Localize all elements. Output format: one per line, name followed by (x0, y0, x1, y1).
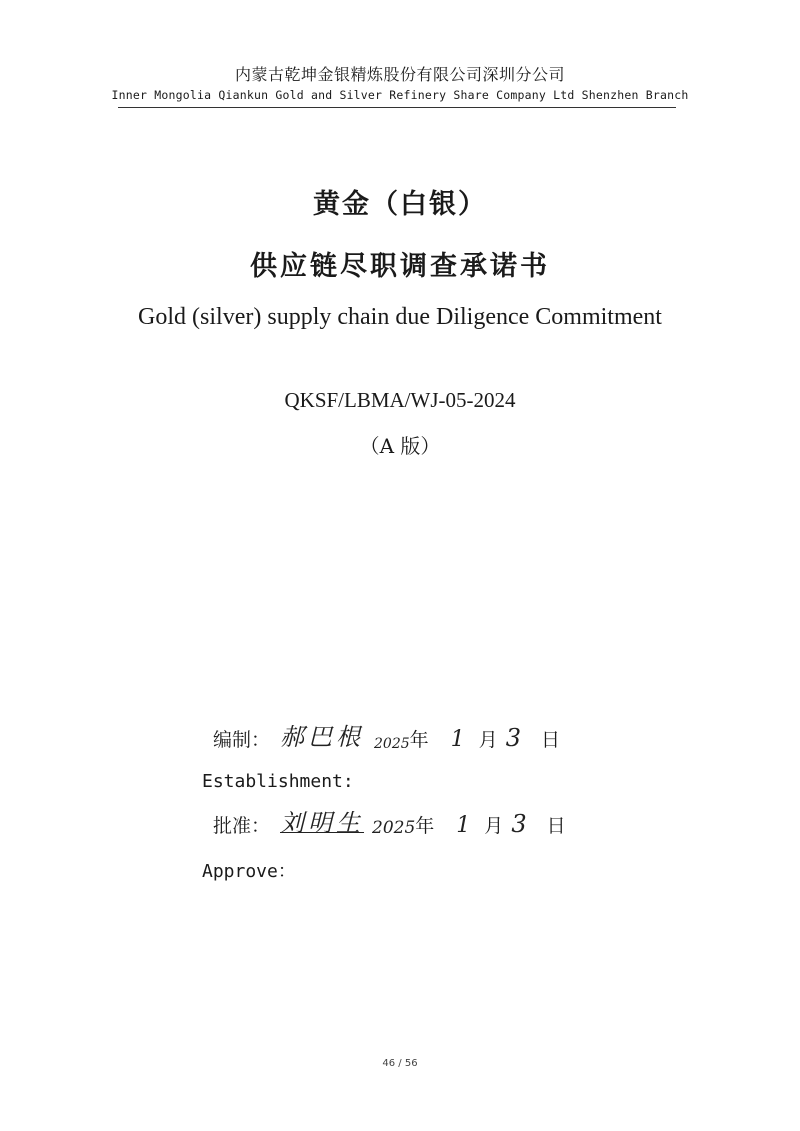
establishment-month: 1 (450, 727, 465, 752)
approval-month: 1 (456, 813, 471, 838)
approval-year-suffix: 年 (415, 815, 435, 837)
title-english: Gold (silver) supply chain due Diligence Commitment (138, 304, 662, 330)
document-version: （A 版） (359, 434, 441, 458)
establishment-day: 3 (505, 724, 521, 752)
establishment-day-suffix: 日 (540, 729, 560, 751)
header-company-en: Inner Mongolia Qiankun Gold and Silver Refinery Share Company Ltd Shenzhen Branch (111, 88, 689, 102)
title-line-2: 供应链尽职调查承诺书 (250, 251, 550, 282)
approval-day-suffix: 日 (546, 815, 566, 837)
establishment-signature: 郝巴根 (280, 723, 365, 751)
establishment-year-suffix: 年 (409, 729, 429, 751)
establishment-row (213, 722, 560, 752)
approval-label: 批准： (213, 815, 271, 837)
establishment-year: 2025 (374, 736, 410, 752)
approval-year: 2025 (372, 818, 416, 838)
approval-day: 3 (511, 810, 527, 838)
title-line-1: 黄金（白银） (313, 189, 487, 220)
establishment-label-en: Establishment: (202, 771, 354, 792)
approval-signature: 刘明生 (280, 809, 365, 837)
approval-month-suffix: 月 (484, 815, 504, 837)
approval-label-en: Approve： (202, 861, 296, 882)
header-divider (118, 107, 676, 108)
establishment-label: 编制： (213, 729, 271, 751)
page-number: 46 / 56 (382, 1058, 418, 1069)
header-company-cn: 内蒙古乾坤金银精炼股份有限公司深圳分公司 (234, 65, 565, 84)
document-code: QKSF/LBMA/WJ-05-2024 (284, 388, 516, 412)
approval-row (213, 808, 566, 838)
establishment-month-suffix: 月 (478, 729, 498, 751)
